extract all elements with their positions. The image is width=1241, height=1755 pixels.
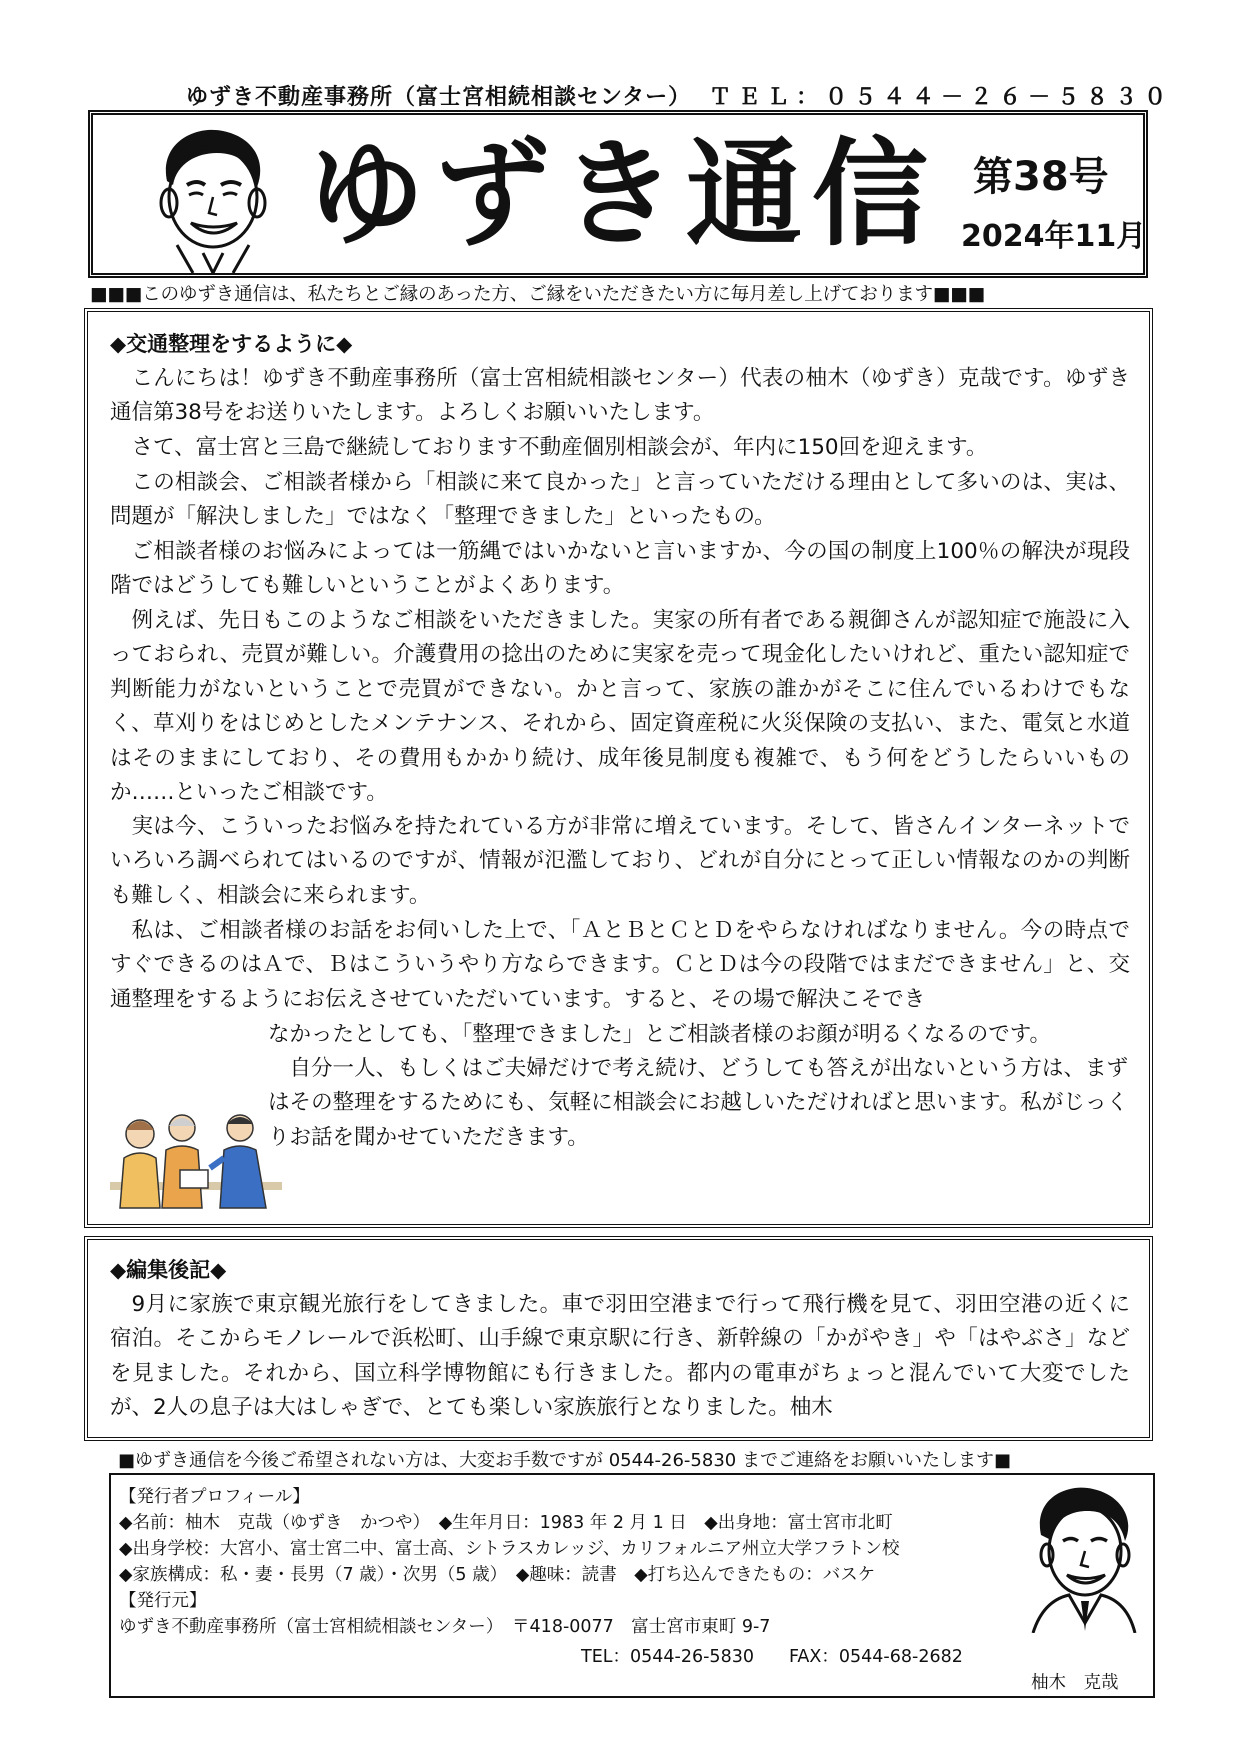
article-paragraph: 私は、ご相談者様のお話をお伺いした上で、「ＡとＢとＣとＤをやらなければなりません。今の時点ですぐできるのはＡで、Ｂはこういうやり方ならできます。ＣとＤは今の段階ではまだできません」と、交通整理をするようにお伝えさせていただいています。すると、その場で解決こそでき: [110, 918, 1130, 1012]
masthead: [88, 110, 1148, 278]
article-paragraph: この相談会、ご相談者様から「相談に来て良かった」と言っていただける理由として多いのは、実は、問題が「解決しました」ではなく「整理できました」といったもの。: [110, 470, 1130, 530]
consultation-illustration-icon: [110, 1098, 282, 1214]
portrait-name: 柚木 克哉: [1031, 1673, 1119, 1693]
contact-line: TEL：0544-26-5830 FAX：0544-68-2682: [581, 1647, 963, 1667]
profile-line: ◆出身学校：大宮小、富士宮二中、富士高、シトラスカレッジ、カリフォルニア州立大学フラトン校: [119, 1539, 900, 1559]
tagline: ■■■このゆずき通信は、私たちとご縁のあった方、ご縁をいただきたい方に毎月差し上げております■■■: [90, 284, 985, 305]
issue-date: 2024年11月: [961, 219, 1147, 254]
article-paragraph: ご相談者様のお悩みによっては一筋縄ではいかないと言いますか、今の国の制度上100％の解決が現段階ではどうしても難しいということがよくあります。: [110, 539, 1130, 599]
office-tel: ＴＥＬ：０５４４－２６－５８３０: [709, 85, 1174, 110]
article-paragraph: 実は今、こういったお悩みを持たれている方が非常に増えています。そして、皆さんインターネットでいろいろ調べられてはいるのですが、情報が氾濫しており、どれが自分にとって正しい情報なのかの判断も難しく、相談会に来られます。: [110, 814, 1130, 908]
article-heading: ◆交通整理をするように◆: [110, 332, 353, 356]
portrait-caricature-icon: [1023, 1483, 1143, 1633]
article-paragraph: 自分一人、もしくはご夫婦だけで考え続け、どうしても答えが出ないという方は、まずはその整理をするためにも、気軽に相談会にお越しいただければと思います。私がじっくりお話を聞かせていただきます。: [268, 1056, 1128, 1150]
postscript-text: 9月に家族で東京観光旅行をしてきました。車で羽田空港まで行って飛行機を見て、羽田空港の近くに宿泊。そこからモノレールで浜松町、山手線で東京駅に行き、新幹線の「かがやき」や「はやぶさ」などを見ました。それから、国立科学博物館にも行きました。都内の電車がちょっと混んでいて大変でしたが、2人の息子は大はしゃぎで、とても楽しい家族旅行となりました。柚木: [110, 1292, 1130, 1421]
portrait-caricature-icon: [137, 123, 287, 273]
article-paragraph: さて、富士宮と三島で継続しております不動産個別相談会が、年内に150回を迎えます。: [131, 435, 988, 460]
article-paragraph: 例えば、先日もこのようなご相談をいただきました。実家の所有者である親御さんが認知症で施設に入っておられ、売買が難しい。介護費用の捻出のために実家を売って現金化したいけれど、重たい認知症で判断能力がないということで売買ができない。かと言って、家族の誰かがそこに住んでいるわけでもなく、草刈りをはじめとしたメンテナンス、それから、固定資産税に火災保険の支払い、また、電気と水道はそのままにしており、その費用もかかり続け、成年後見制度も複雑で、もう何をどうしたらいいものか……といったご相談です。: [110, 608, 1130, 806]
issue-number: 第38号: [973, 154, 1109, 200]
office-contact-line: [186, 80, 1174, 112]
newsletter-title: ゆずき通信: [308, 127, 938, 262]
profile-line: ◆名前：柚木 克哉（ゆずき かつや） ◆生年月日：1983 年 2 月 1 日 ◆出身地：富士宮市北町: [119, 1513, 893, 1533]
main-article: [84, 308, 1153, 1228]
article-paragraph: こんにちは！ゆずき不動産事務所（富士宮相続相談センター）代表の柚木（ゆずき）克哉です。ゆずき通信第38号をお送りいたします。よろしくお願いいたします。: [110, 366, 1130, 426]
publisher-heading: 【発行元】: [119, 1591, 207, 1611]
profile-heading: 【発行者プロフィール】: [119, 1487, 310, 1507]
office-name: ゆずき不動産事務所（富士宮相続相談センター）: [186, 85, 692, 110]
postscript-heading: ◆編集後記◆: [110, 1258, 227, 1282]
article-paragraph: なかったとしても、「整理できました」とご相談者様のお顔が明るくなるのです。: [268, 1022, 1052, 1047]
publisher-line: ゆずき不動産事務所（富士宮相続相談センター） 〒418-0077 富士宮市東町 9-7: [119, 1617, 771, 1637]
profile-line: ◆家族構成：私・妻・長男（7 歳）・次男（5 歳） ◆趣味：読書 ◆打ち込んできたもの：バスケ: [119, 1565, 876, 1585]
postscript-box: [84, 1236, 1153, 1441]
profile-box: [109, 1473, 1155, 1698]
unsubscribe-notice: ■ゆずき通信を今後ご希望されない方は、大変お手数ですが 0544-26-5830 までご連絡をお願いいたします■: [118, 1450, 1011, 1471]
